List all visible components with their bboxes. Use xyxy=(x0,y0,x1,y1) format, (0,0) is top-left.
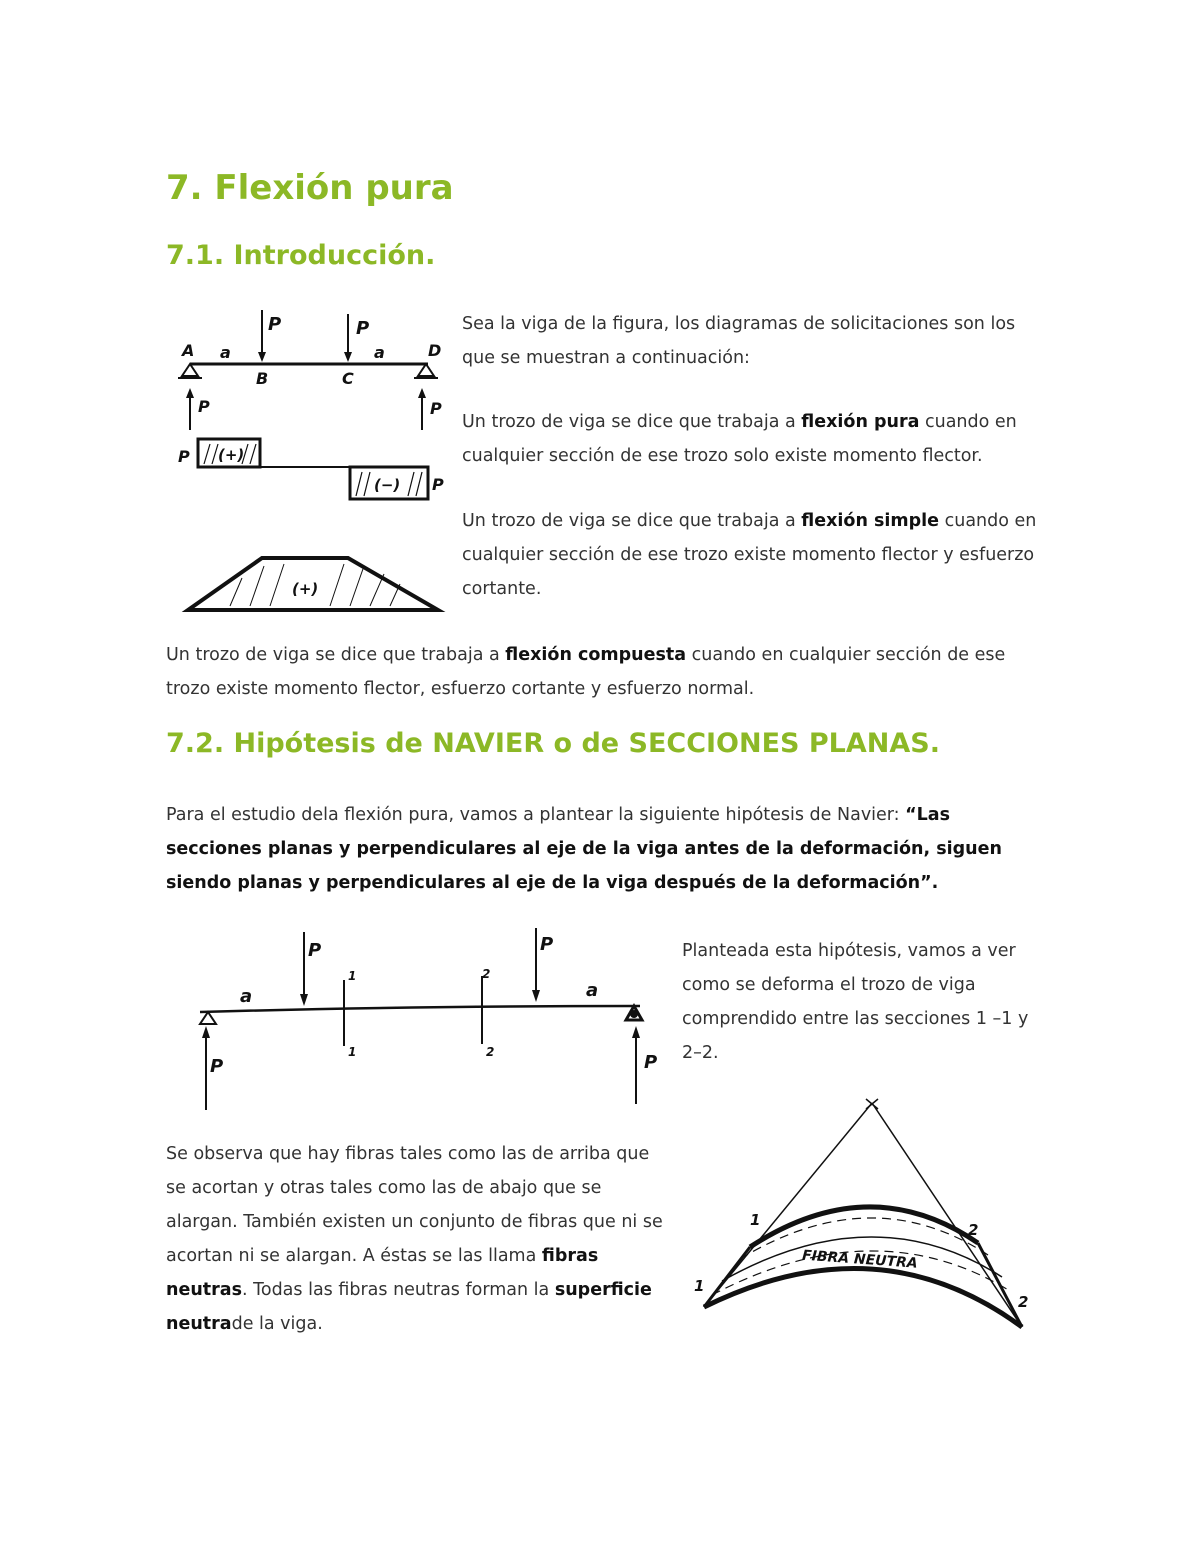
support-d xyxy=(418,364,434,376)
beam-diagram-figure xyxy=(170,300,450,620)
label-shear-p-right: P xyxy=(432,475,444,494)
label-c: C xyxy=(342,369,354,388)
label-section-2-lower: 2 xyxy=(1018,1293,1029,1311)
navier-hypothesis-statement: “Las secciones planas y perpendiculares al eje de la viga antes de la deformación, siguen siendo planas y perpendiculares al eje de la viga después de la deformación”. xyxy=(166,805,1002,893)
section-heading-introduccion: 7.1. Introducción. xyxy=(166,240,436,271)
label-p-right-2: P xyxy=(540,934,554,955)
label-a-dist-right: a xyxy=(374,343,385,362)
compound-bending-paragraph: Un trozo de viga se dice que trabaja a flexión compuesta cuando en cualquier sección de ese trozo existe momento flector, esfuerzo cortante y esfuerzo normal. xyxy=(166,645,1006,699)
label-section-1-upper: 1 xyxy=(750,1211,761,1229)
label-section-1-lower: 1 xyxy=(694,1277,705,1295)
pure-bending-paragraph: Un trozo de viga se dice que trabaja a flexión pura cuando en cualquier sección de ese trozo solo existe momento flector. xyxy=(462,412,1017,466)
support-left-2 xyxy=(200,1012,216,1024)
label-p-b: P xyxy=(268,314,282,335)
section-heading-navier: 7.2. Hipótesis de NAVIER o de SECCIONES PLANAS. xyxy=(166,728,940,759)
simple-bending-paragraph: Un trozo de viga se dice que trabaja a flexión simple cuando en cualquier sección de ese trozo existe momento flector y esfuerzo cortante. xyxy=(462,511,1037,599)
label-a-point: A xyxy=(182,341,195,360)
term-flexion-pura: flexión pura xyxy=(801,412,920,432)
deformation-intro-paragraph: Planteada esta hipótesis, vamos a ver como se deforma el trozo de viga comprendido entre las secciones 1 –1 y 2–2. xyxy=(682,941,1029,1063)
label-shear-neg: (−) xyxy=(374,476,401,494)
label-shear-p-left: P xyxy=(178,447,190,466)
beam-line-2 xyxy=(200,1006,640,1012)
label-shear-pos: (+) xyxy=(218,446,245,464)
label-section-1-bottom: 1 xyxy=(348,1045,357,1059)
label-a-right-2: a xyxy=(586,980,599,1001)
label-fibra-neutra: FIBRA NEUTRA xyxy=(801,1247,919,1272)
label-section-2-top: 2 xyxy=(482,967,491,981)
label-b: B xyxy=(256,369,269,388)
term-superficie-neutra: superficie neutra xyxy=(166,1280,652,1334)
beam-sections-figure xyxy=(190,920,670,1120)
navier-hypothesis-paragraph: Para el estudio dela flexión pura, vamos a plantear la siguiente hipótesis de Navier: “Las secciones planas y perpendiculares al eje de la viga antes de la deformación, siguen siendo planas y perpendiculares al eje de la viga después de la deformación”. xyxy=(166,805,1002,893)
support-a xyxy=(182,364,198,376)
label-section-2-upper: 2 xyxy=(968,1221,979,1239)
label-section-2-bottom: 2 xyxy=(486,1045,495,1059)
term-flexion-compuesta: flexión compuesta xyxy=(505,645,687,665)
page-title: 7. Flexión pura xyxy=(166,168,454,208)
intro-paragraph: Sea la viga de la figura, los diagramas de solicitaciones son los que se muestran a continuación: xyxy=(462,314,1016,368)
radius-line-right xyxy=(872,1103,1022,1327)
label-reaction-right-2: P xyxy=(644,1052,658,1073)
label-a-left-2: a xyxy=(240,986,253,1007)
bottom-fiber xyxy=(704,1268,1022,1327)
neutral-fiber-figure xyxy=(690,1095,1035,1365)
label-reaction-d: P xyxy=(430,399,442,418)
label-p-left-2: P xyxy=(308,940,322,961)
term-flexion-simple: flexión simple xyxy=(801,511,940,531)
label-moment-pos: (+) xyxy=(292,580,319,598)
label-a-dist-left: a xyxy=(220,343,231,362)
label-reaction-a: P xyxy=(198,397,210,416)
label-section-1-top: 1 xyxy=(348,969,357,983)
neutral-fibers-paragraph: Se observa que hay fibras tales como las de arriba que se acortan y otras tales como las de abajo que se alargan. También existen un conjunto de fibras que ni se acortan ni se alargan. A éstas se las llama fibras neutras. Todas las fibras neutras forman la superficie neutrade la viga. xyxy=(166,1144,663,1334)
label-d-point: D xyxy=(428,341,442,360)
label-p-c: P xyxy=(356,318,370,339)
top-fiber xyxy=(750,1207,978,1247)
term-fibras-neutras: fibras neutras xyxy=(166,1246,599,1300)
label-reaction-left-2: P xyxy=(210,1056,224,1077)
